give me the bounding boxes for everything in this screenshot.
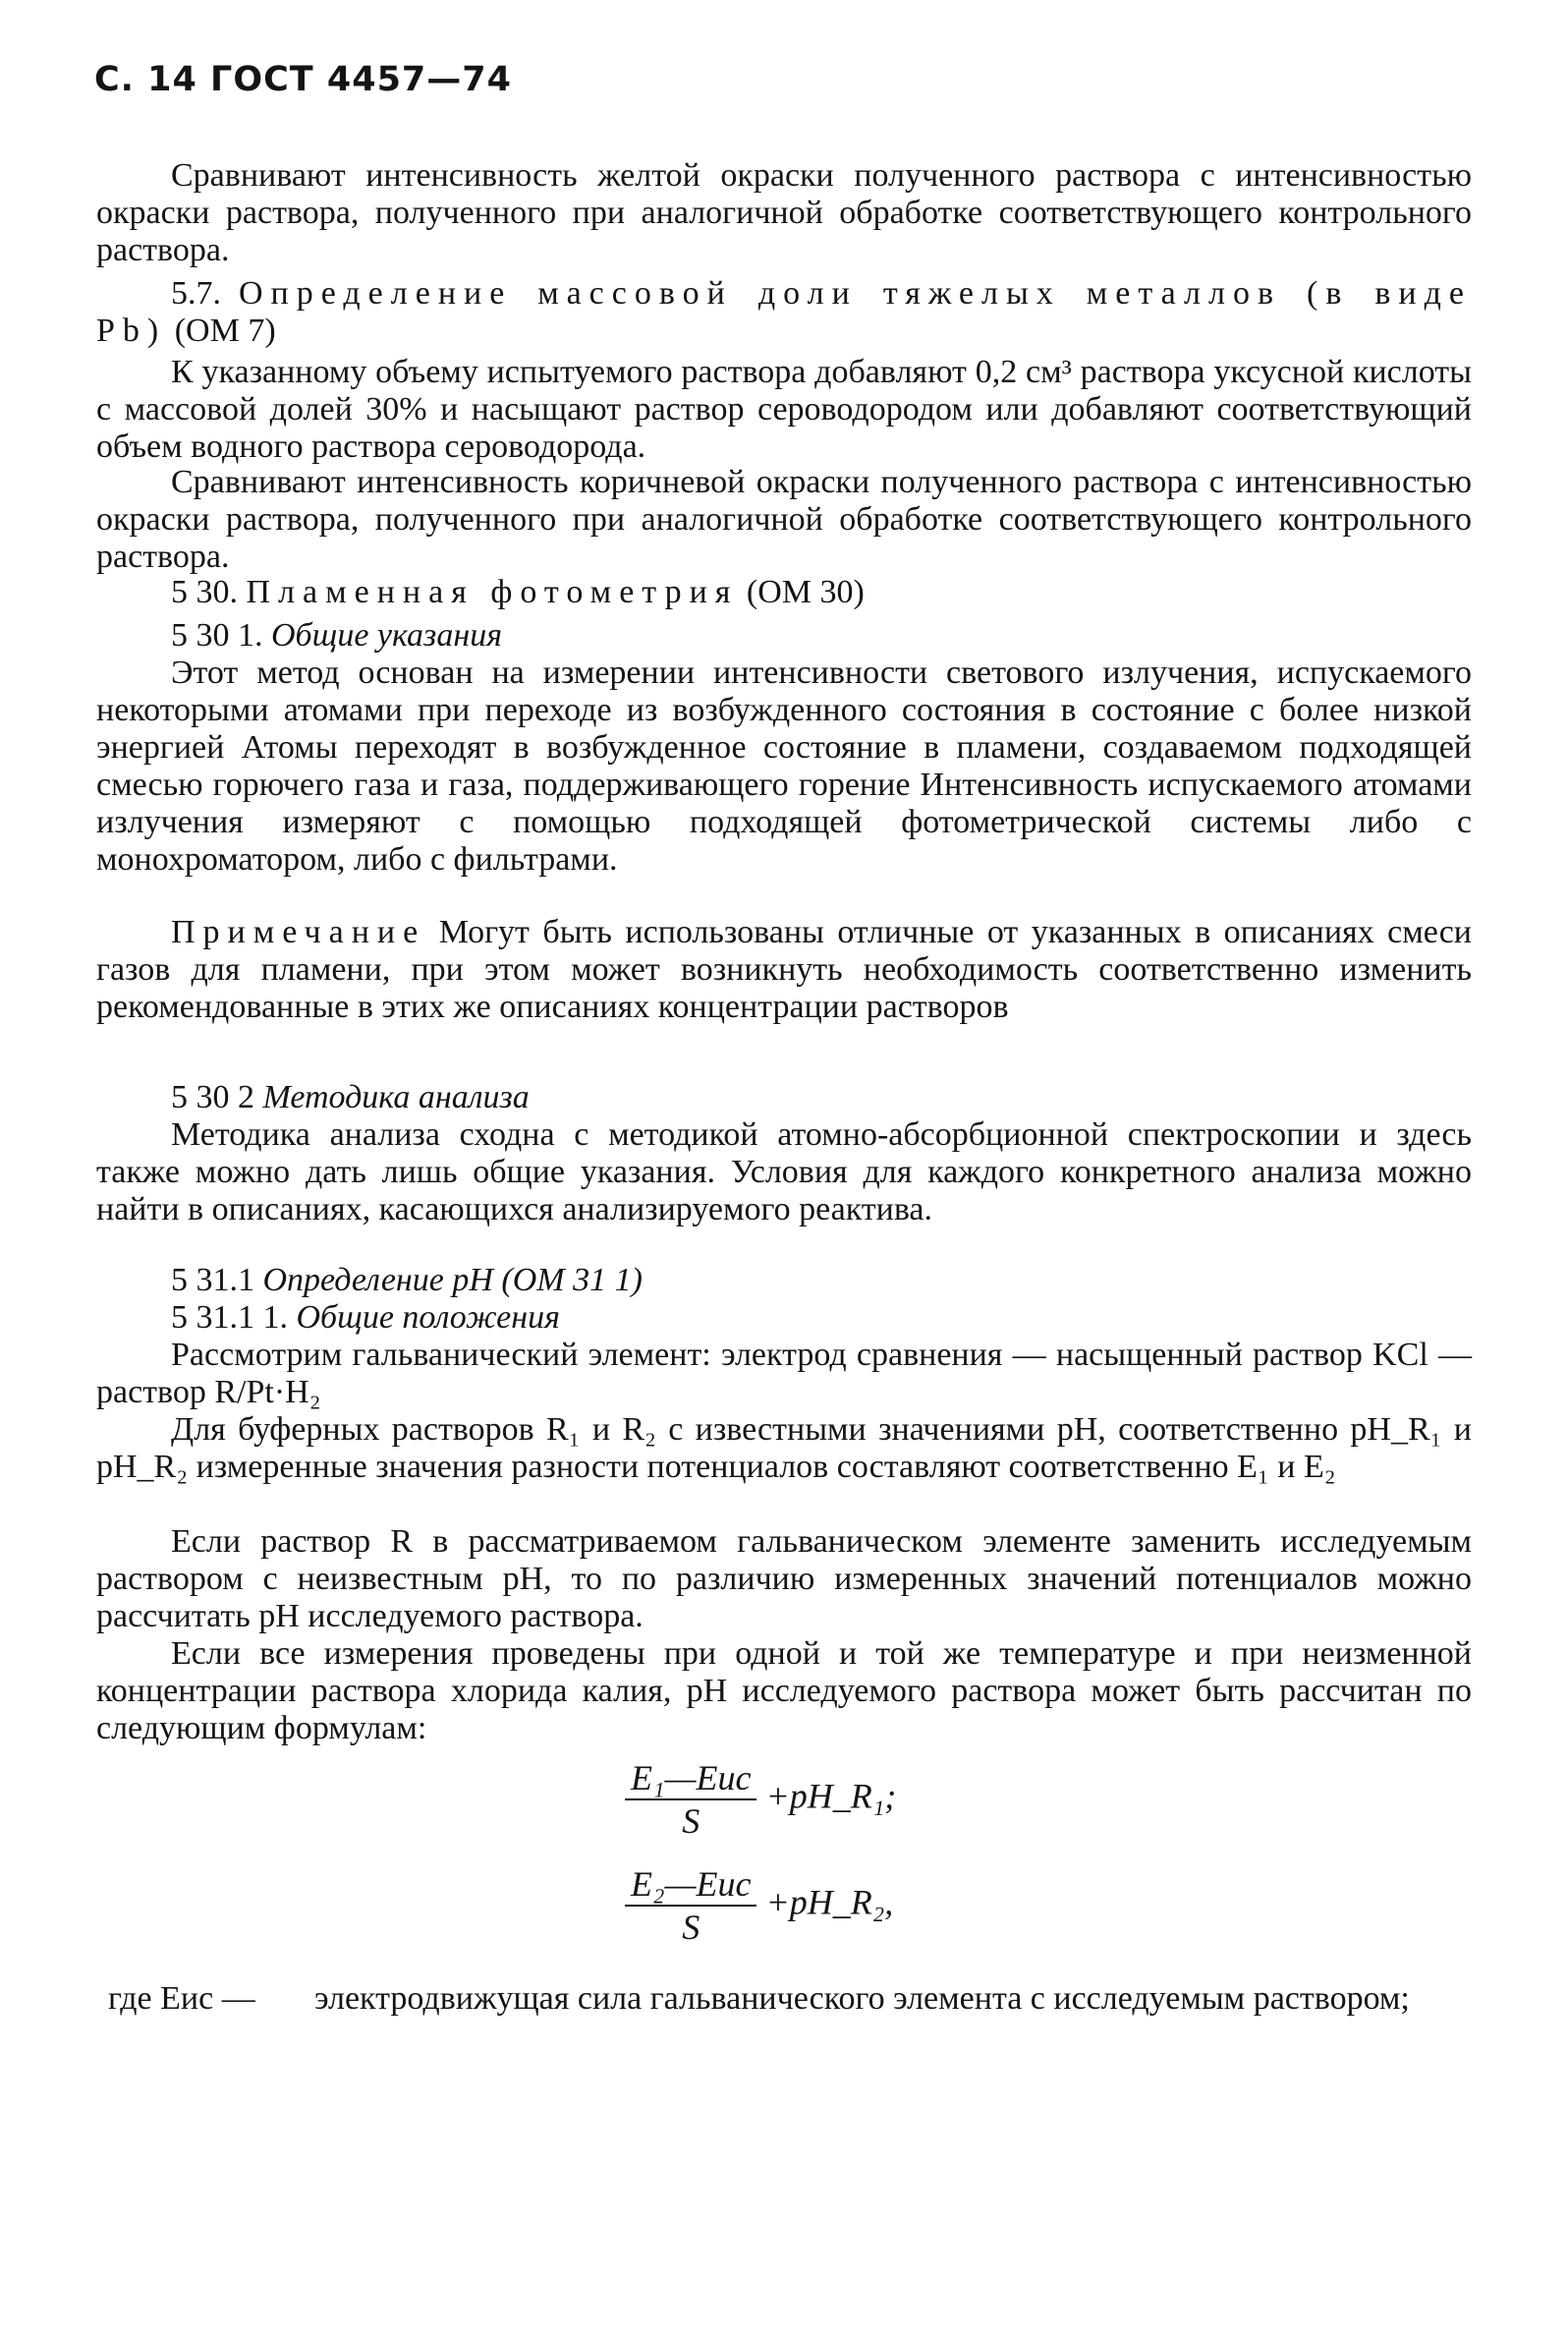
fraction [625,1759,756,1840]
where-label: где Eис — [108,1980,255,2017]
formula-1 [625,1759,896,1840]
section-title: Общие положения [296,1299,560,1336]
section-5-7-heading [96,275,1472,350]
paragraph-3: Сравнивают интенсивность коричневой окраски полученного раствора с интенсивностью окраски раствора, полученного при аналогичной обработке соответствующего контрольного раствора. [96,464,1472,575]
section-number: 5 30 1. [171,617,263,654]
section-title: Определение pH (ОМ 31 1) [262,1262,643,1298]
where-definition: электродвижущая сила гальванического элемента с исследуемым раствором; [314,1980,1410,2017]
fraction-numerator: E₁—Eис [625,1759,756,1800]
formula-tail: +pH_R₁; [765,1776,897,1816]
section-number: 5 30 2 [171,1079,254,1115]
paragraph-4: Этот метод основан на измерении интенсивности светового излучения, испускаемого некоторыми атомами при переходе из возбужденного состояния в состояние с более низкой энергией Атомы переходят в возбужденное состояние в пламени, создаваемом подходящей смесью горючего газа и газа, поддерживающего горение Интенсивность испускаемого атомами излучения измеряют с помощью подходящей фотометрической системы либо с монохроматором, либо с фильтрами. [96,655,1472,878]
paragraph-7: Для буферных растворов R₁ и R₂ с известными значениями pH, соответственно pH_R₁ и pH_R₂ измеренные значения разности потенциалов составляют соответственно E₁ и E₂ [96,1411,1472,1485]
paragraph-8: Если раствор R в рассматриваемом гальваническом элементе заменить исследуемым раствором с неизвестным pH, то по различию измеренных значений потенциалов можно рассчитать pH исследуемого раствора. [96,1523,1472,1634]
fraction-numerator: E₂—Eис [625,1865,756,1907]
note-text: Могут быть использованы отличные от указанных в описаниях смеси газов для пламени, при этом может возникнуть необходимость соответственно изменить рекомендованные в этих же описаниях концентрации растворов [96,914,1473,1025]
section-5-31-1-1-heading [96,1299,1472,1337]
fraction-denominator: S [682,1801,700,1841]
paragraph-9: Если все измерения проведены при одной и той же температуре и при неизменной концентрации раствора хлорида калия, pH исследуемого раствора может быть рассчитан по следующим формулам: [96,1635,1472,1746]
note-label: Примечание [171,914,426,950]
fraction [625,1865,756,1946]
formula-tail: +pH_R₂, [765,1882,894,1922]
paragraph-2: К указанному объему испытуемого раствора добавляют 0,2 см³ раствора уксусной кислоты с массовой долей 30% и насыщают раствор сероводородом или добавляют соответствующий объем водного раствора сероводорода. [96,354,1472,465]
section-title: Определение массовой доли тяжелых металлов (в виде Pb) [96,275,1473,349]
paragraph-1: Сравнивают интенсивность желтой окраски полученного раствора с интенсивностью окраски раствора, полученного при аналогичной обработке соответствующего контрольного раствора. [96,157,1472,268]
fraction-denominator: S [682,1908,700,1947]
section-5-31-1-heading [96,1262,1472,1299]
section-5-30-1-heading [96,617,1472,655]
section-5-30-heading [96,574,1472,611]
formula-2 [625,1865,893,1946]
note [96,914,1472,1026]
section-5-30-2-heading [96,1079,1472,1116]
section-title: Методика анализа [262,1079,530,1115]
section-number: 5 31.1 [171,1262,254,1298]
section-number: 5.7. [171,275,221,312]
section-title: Общие указания [271,617,502,654]
paragraph-5: Методика анализа сходна с методикой атомно-абсорбционной спектроскопии и здесь также можно дать лишь общие указания. Условия для каждого конкретного анализа можно найти в описаниях, касающихся анализируемого реактива. [96,1116,1472,1227]
section-number: 5 31.1 1. [171,1299,288,1336]
paragraph-6: Рассмотрим гальванический элемент: электрод сравнения — насыщенный раствор KCl — раствор R/Pt·H₂ [96,1337,1472,1410]
section-title: Пламенная фотометрия [246,574,739,610]
section-ref: (ОМ 7) [174,313,276,349]
section-number: 5 30. [171,574,238,610]
section-ref: (ОМ 30) [746,574,865,610]
page-header: С. 14 ГОСТ 4457—74 [94,60,512,99]
